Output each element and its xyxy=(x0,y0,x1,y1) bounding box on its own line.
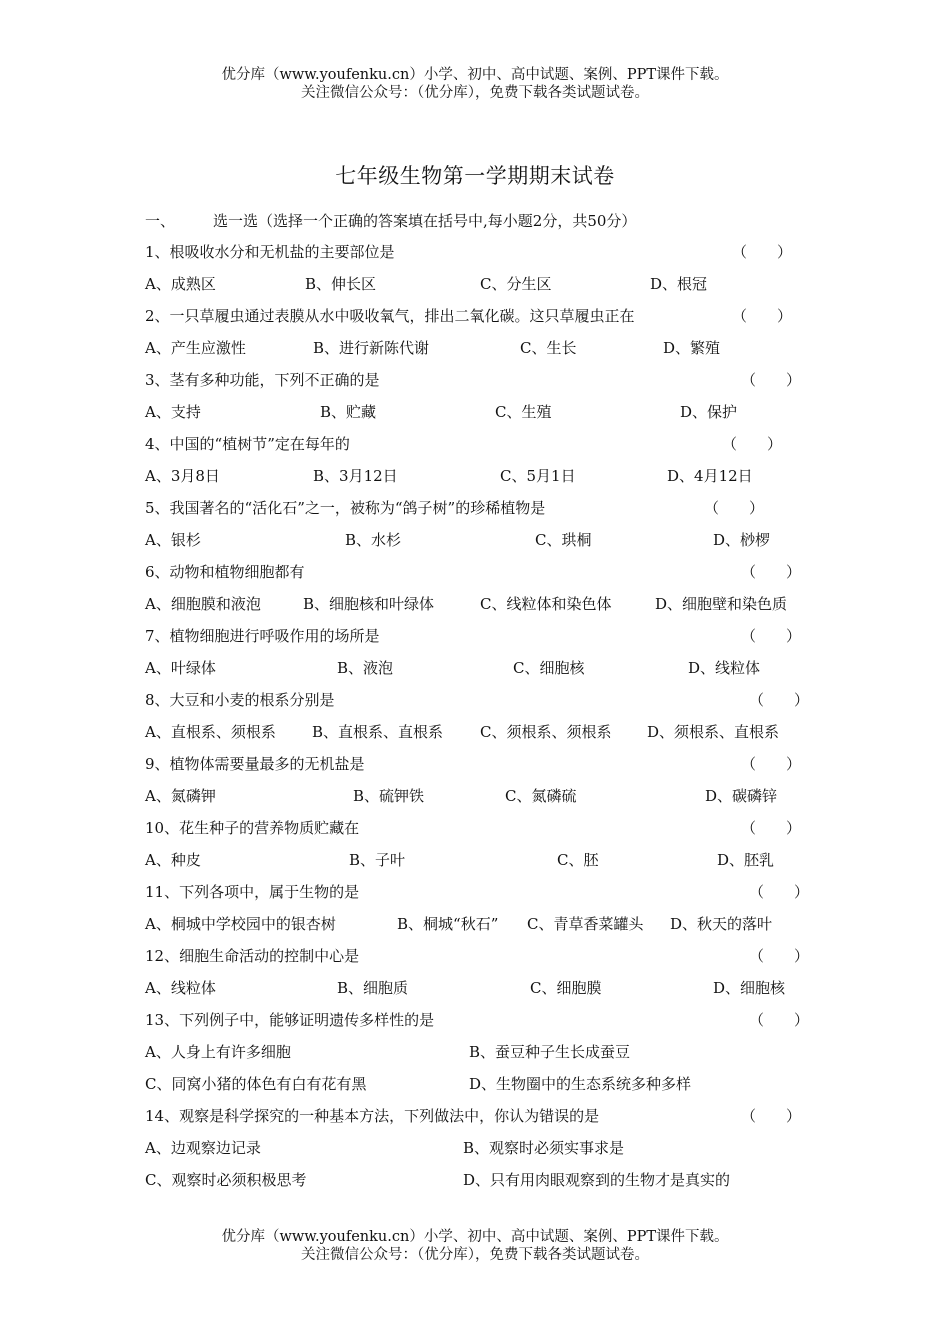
question-stem: 1、根吸收水分和无机盐的主要部位是 xyxy=(145,243,395,261)
section-heading xyxy=(145,210,636,231)
options-line xyxy=(145,460,805,492)
section-instructions: 选一选（选择一个正确的答案填在括号中,每小题2分，共50分） xyxy=(213,212,637,230)
answer-option[interactable]: C、同窝小猪的体色有白有花有黑 xyxy=(145,1075,367,1093)
answer-option[interactable]: A、银杉 xyxy=(145,531,201,549)
answer-option[interactable]: B、贮藏 xyxy=(320,403,377,421)
options-line xyxy=(145,268,805,300)
answer-option[interactable]: D、须根系、直根系 xyxy=(647,723,780,741)
answer-option[interactable]: C、生长 xyxy=(520,339,577,357)
answer-bracket[interactable]: （ ） xyxy=(741,563,802,581)
answer-option[interactable]: A、边观察边记录 xyxy=(145,1139,261,1157)
question-list xyxy=(145,236,810,1196)
answer-option[interactable]: B、液泡 xyxy=(337,659,394,677)
question-stem-line xyxy=(145,748,805,780)
answer-option[interactable]: D、繁殖 xyxy=(663,339,721,357)
answer-bracket[interactable]: （ ） xyxy=(741,371,802,389)
answer-bracket[interactable]: （ ） xyxy=(732,243,793,261)
question-stem: 6、动物和植物细胞都有 xyxy=(145,563,305,581)
answer-bracket[interactable]: （ ） xyxy=(749,883,810,901)
answer-option[interactable]: C、须根系、须根系 xyxy=(480,723,612,741)
answer-option[interactable]: A、细胞膜和液泡 xyxy=(145,595,261,613)
answer-option[interactable]: D、胚乳 xyxy=(717,851,775,869)
answer-bracket[interactable]: （ ） xyxy=(749,1011,810,1029)
question-stem-line xyxy=(145,876,810,908)
answer-option[interactable]: C、氮磷硫 xyxy=(505,787,577,805)
header-line-1: 优分库（www.youfenku.cn）小学、初中、高中试题、案例、PPT课件下载。 xyxy=(221,67,729,83)
question-stem-line xyxy=(145,620,805,652)
page-footer xyxy=(0,1228,950,1264)
footer-line-1: 优分库（www.youfenku.cn）小学、初中、高中试题、案例、PPT课件下载。 xyxy=(221,1229,729,1245)
answer-bracket[interactable]: （ ） xyxy=(732,307,793,325)
question-stem-line xyxy=(145,684,810,716)
question-stem: 9、植物体需要量最多的无机盐是 xyxy=(145,755,365,773)
answer-option[interactable]: C、观察时必须积极思考 xyxy=(145,1171,307,1189)
answer-option[interactable]: A、线粒体 xyxy=(145,979,216,997)
answer-option[interactable]: C、细胞膜 xyxy=(530,979,602,997)
question-stem: 13、下列例子中，能够证明遗传多样性的是 xyxy=(145,1011,435,1029)
options-line xyxy=(145,716,805,748)
question-stem: 10、花生种子的营养物质贮藏在 xyxy=(145,819,360,837)
footer-line-2: 关注微信公众号：（优分库），免费下载各类试题试卷。 xyxy=(301,1247,649,1263)
question-stem-line xyxy=(145,812,805,844)
answer-option[interactable]: D、细胞壁和染色质 xyxy=(655,595,788,613)
answer-option[interactable]: A、桐城中学校园中的银杏树 xyxy=(145,915,336,933)
answer-option[interactable]: C、生殖 xyxy=(495,403,552,421)
options-line xyxy=(145,524,805,556)
answer-option[interactable]: A、支持 xyxy=(145,403,201,421)
answer-option[interactable]: A、产生应激性 xyxy=(145,339,246,357)
question-stem-line xyxy=(145,556,805,588)
answer-option[interactable]: D、秋天的落叶 xyxy=(670,915,773,933)
answer-option[interactable]: C、青草香菜罐头 xyxy=(527,915,644,933)
answer-option[interactable]: A、叶绿体 xyxy=(145,659,216,677)
answer-option[interactable]: B、进行新陈代谢 xyxy=(313,339,430,357)
question-stem: 14、观察是科学探究的一种基本方法，下列做法中，你认为错误的是 xyxy=(145,1107,600,1125)
answer-option[interactable]: B、子叶 xyxy=(349,851,406,869)
answer-bracket[interactable]: （ ） xyxy=(741,755,802,773)
answer-option[interactable]: B、观察时必须实事求是 xyxy=(463,1139,625,1157)
answer-bracket[interactable]: （ ） xyxy=(722,435,783,453)
answer-bracket[interactable]: （ ） xyxy=(749,947,810,965)
question-stem: 12、细胞生命活动的控制中心是 xyxy=(145,947,360,965)
answer-option[interactable]: B、3月12日 xyxy=(313,467,398,485)
question-stem-line xyxy=(145,1100,805,1132)
answer-option[interactable]: B、蚕豆种子生长成蚕豆 xyxy=(469,1043,631,1061)
answer-option[interactable]: C、胚 xyxy=(557,851,599,869)
question-stem: 3、茎有多种功能，下列不正确的是 xyxy=(145,371,380,389)
answer-option[interactable]: B、直根系、直根系 xyxy=(312,723,444,741)
answer-option[interactable]: D、碳磷锌 xyxy=(705,787,778,805)
answer-option[interactable]: C、分生区 xyxy=(480,275,552,293)
question-stem-line xyxy=(145,940,810,972)
question-stem: 7、植物细胞进行呼吸作用的场所是 xyxy=(145,627,380,645)
answer-option[interactable]: A、种皮 xyxy=(145,851,201,869)
answer-option[interactable]: A、3月8日 xyxy=(145,467,220,485)
question-stem-line xyxy=(145,428,805,460)
answer-option[interactable]: A、成熟区 xyxy=(145,275,216,293)
options-line xyxy=(145,652,805,684)
answer-bracket[interactable]: （ ） xyxy=(704,499,765,517)
section-number: 一、 xyxy=(145,212,176,230)
answer-bracket[interactable]: （ ） xyxy=(749,691,810,709)
answer-option[interactable]: C、5月1日 xyxy=(500,467,576,485)
question-stem: 2、一只草履虫通过表膜从水中吸收氧气，排出二氧化碳。这只草履虫正在 xyxy=(145,307,635,325)
question-stem-line xyxy=(145,1004,810,1036)
question-stem: 8、大豆和小麦的根系分别是 xyxy=(145,691,335,709)
question-stem-line xyxy=(145,236,805,268)
options-line xyxy=(145,844,805,876)
answer-option[interactable]: B、伸长区 xyxy=(305,275,377,293)
header-line-2: 关注微信公众号：（优分库），免费下载各类试题试卷。 xyxy=(301,85,649,101)
answer-bracket[interactable]: （ ） xyxy=(741,819,802,837)
exam-title: 七年级生物第一学期期末试卷 xyxy=(335,164,615,188)
options-line xyxy=(145,1068,805,1100)
question-stem-line xyxy=(145,300,805,332)
answer-option[interactable]: B、细胞核和叶绿体 xyxy=(303,595,435,613)
answer-option[interactable]: C、线粒体和染色体 xyxy=(480,595,612,613)
options-line xyxy=(145,396,805,428)
answer-option[interactable]: B、细胞质 xyxy=(337,979,409,997)
answer-option[interactable]: D、4月12日 xyxy=(667,467,753,485)
options-line xyxy=(145,908,805,940)
answer-option[interactable]: A、直根系、须根系 xyxy=(145,723,276,741)
answer-option[interactable]: C、珙桐 xyxy=(535,531,592,549)
options-line xyxy=(145,1164,805,1196)
options-line xyxy=(145,588,805,620)
answer-option[interactable]: A、氮磷钾 xyxy=(145,787,216,805)
options-line xyxy=(145,332,805,364)
answer-option[interactable]: D、线粒体 xyxy=(688,659,761,677)
answer-option[interactable]: D、保护 xyxy=(680,403,738,421)
answer-bracket[interactable]: （ ） xyxy=(741,627,802,645)
question-stem: 5、我国著名的“活化石”之一，被称为“鸽子树”的珍稀植物是 xyxy=(145,499,546,517)
answer-bracket[interactable]: （ ） xyxy=(741,1107,802,1125)
answer-option[interactable]: D、细胞核 xyxy=(713,979,786,997)
answer-option[interactable]: C、细胞核 xyxy=(513,659,585,677)
page-header xyxy=(0,66,950,102)
answer-option[interactable]: A、人身上有许多细胞 xyxy=(145,1043,291,1061)
answer-option[interactable]: B、硫钾铁 xyxy=(353,787,425,805)
options-line xyxy=(145,1036,805,1068)
question-stem-line xyxy=(145,364,805,396)
question-stem: 4、中国的“植树节”定在每年的 xyxy=(145,435,350,453)
options-line xyxy=(145,780,805,812)
options-line xyxy=(145,1132,805,1164)
answer-option[interactable]: D、根冠 xyxy=(650,275,708,293)
answer-option[interactable]: D、生物圈中的生态系统多种多样 xyxy=(469,1075,692,1093)
answer-option[interactable]: B、桐城“秋石” xyxy=(397,915,499,933)
answer-option[interactable]: B、水杉 xyxy=(345,531,402,549)
options-line xyxy=(145,972,805,1004)
answer-option[interactable]: D、只有用肉眼观察到的生物才是真实的 xyxy=(463,1171,731,1189)
question-stem-line xyxy=(145,492,805,524)
answer-option[interactable]: D、桫椤 xyxy=(713,531,771,549)
question-stem: 11、下列各项中，属于生物的是 xyxy=(145,883,360,901)
